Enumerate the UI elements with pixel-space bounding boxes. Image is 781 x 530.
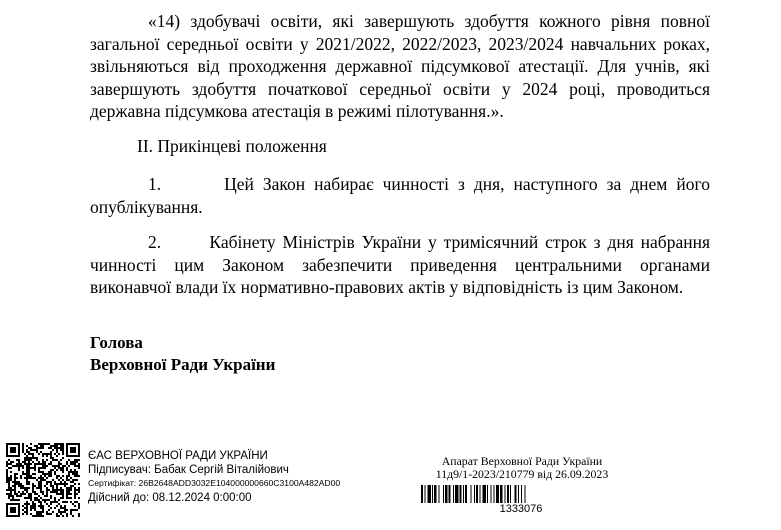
electronic-signature-block: [88, 449, 340, 507]
ecp-title: ЄАС ВЕРХОВНОЇ РАДИ УКРАЇНИ: [88, 450, 268, 462]
signature-title: Голова: [90, 333, 143, 352]
registration-apparatus: Апарат Верховної Ради України: [441, 454, 603, 468]
barcode-number: 1333076: [499, 503, 543, 515]
signature-org: Верховної Ради України: [90, 355, 276, 374]
registration-block: [424, 455, 620, 481]
ecp-valid-until: Дійсний до: 08.12.2024 0:00:00: [88, 492, 252, 504]
ecp-signer: Підписувач: Бабак Сергій Віталійович: [88, 464, 289, 476]
qr-code: [6, 443, 80, 517]
registration-number: 11д9/1-2023/210779 від 26.09.2023: [435, 467, 609, 481]
final-provision-2: 2. Кабінету Міністрів України у тримісячний строк з дня набрання чинності цим Законом забезпечити приведення центральними органами виконавчої влади їх нормативно-правових актів у відповідність із цим Законом.: [90, 232, 710, 297]
barcode: [421, 485, 621, 503]
paragraph-14: «14) здобувачі освіти, які завершують здобуття кожного рівня повної загальної середньої освіти у 2021/2022, 2022/2023, 2023/2024 навчальних роках, звільняються від проходження державної підсумкової атестації. Для учнів, які завершують здобуття початкової середньої освіти у 2024 році, проводиться державна підсумкова атестація в режимі пілотування.».: [90, 11, 710, 121]
ecp-certificate: Сертифікат: 26B2648ADD3032E104000000660C3100A482AD00: [88, 478, 341, 488]
final-provision-1: 1. Цей Закон набирає чинності з дня, наступного за днем його опублікування.: [90, 174, 710, 217]
section-heading: ІІ. Прикінцеві положення: [137, 136, 327, 156]
